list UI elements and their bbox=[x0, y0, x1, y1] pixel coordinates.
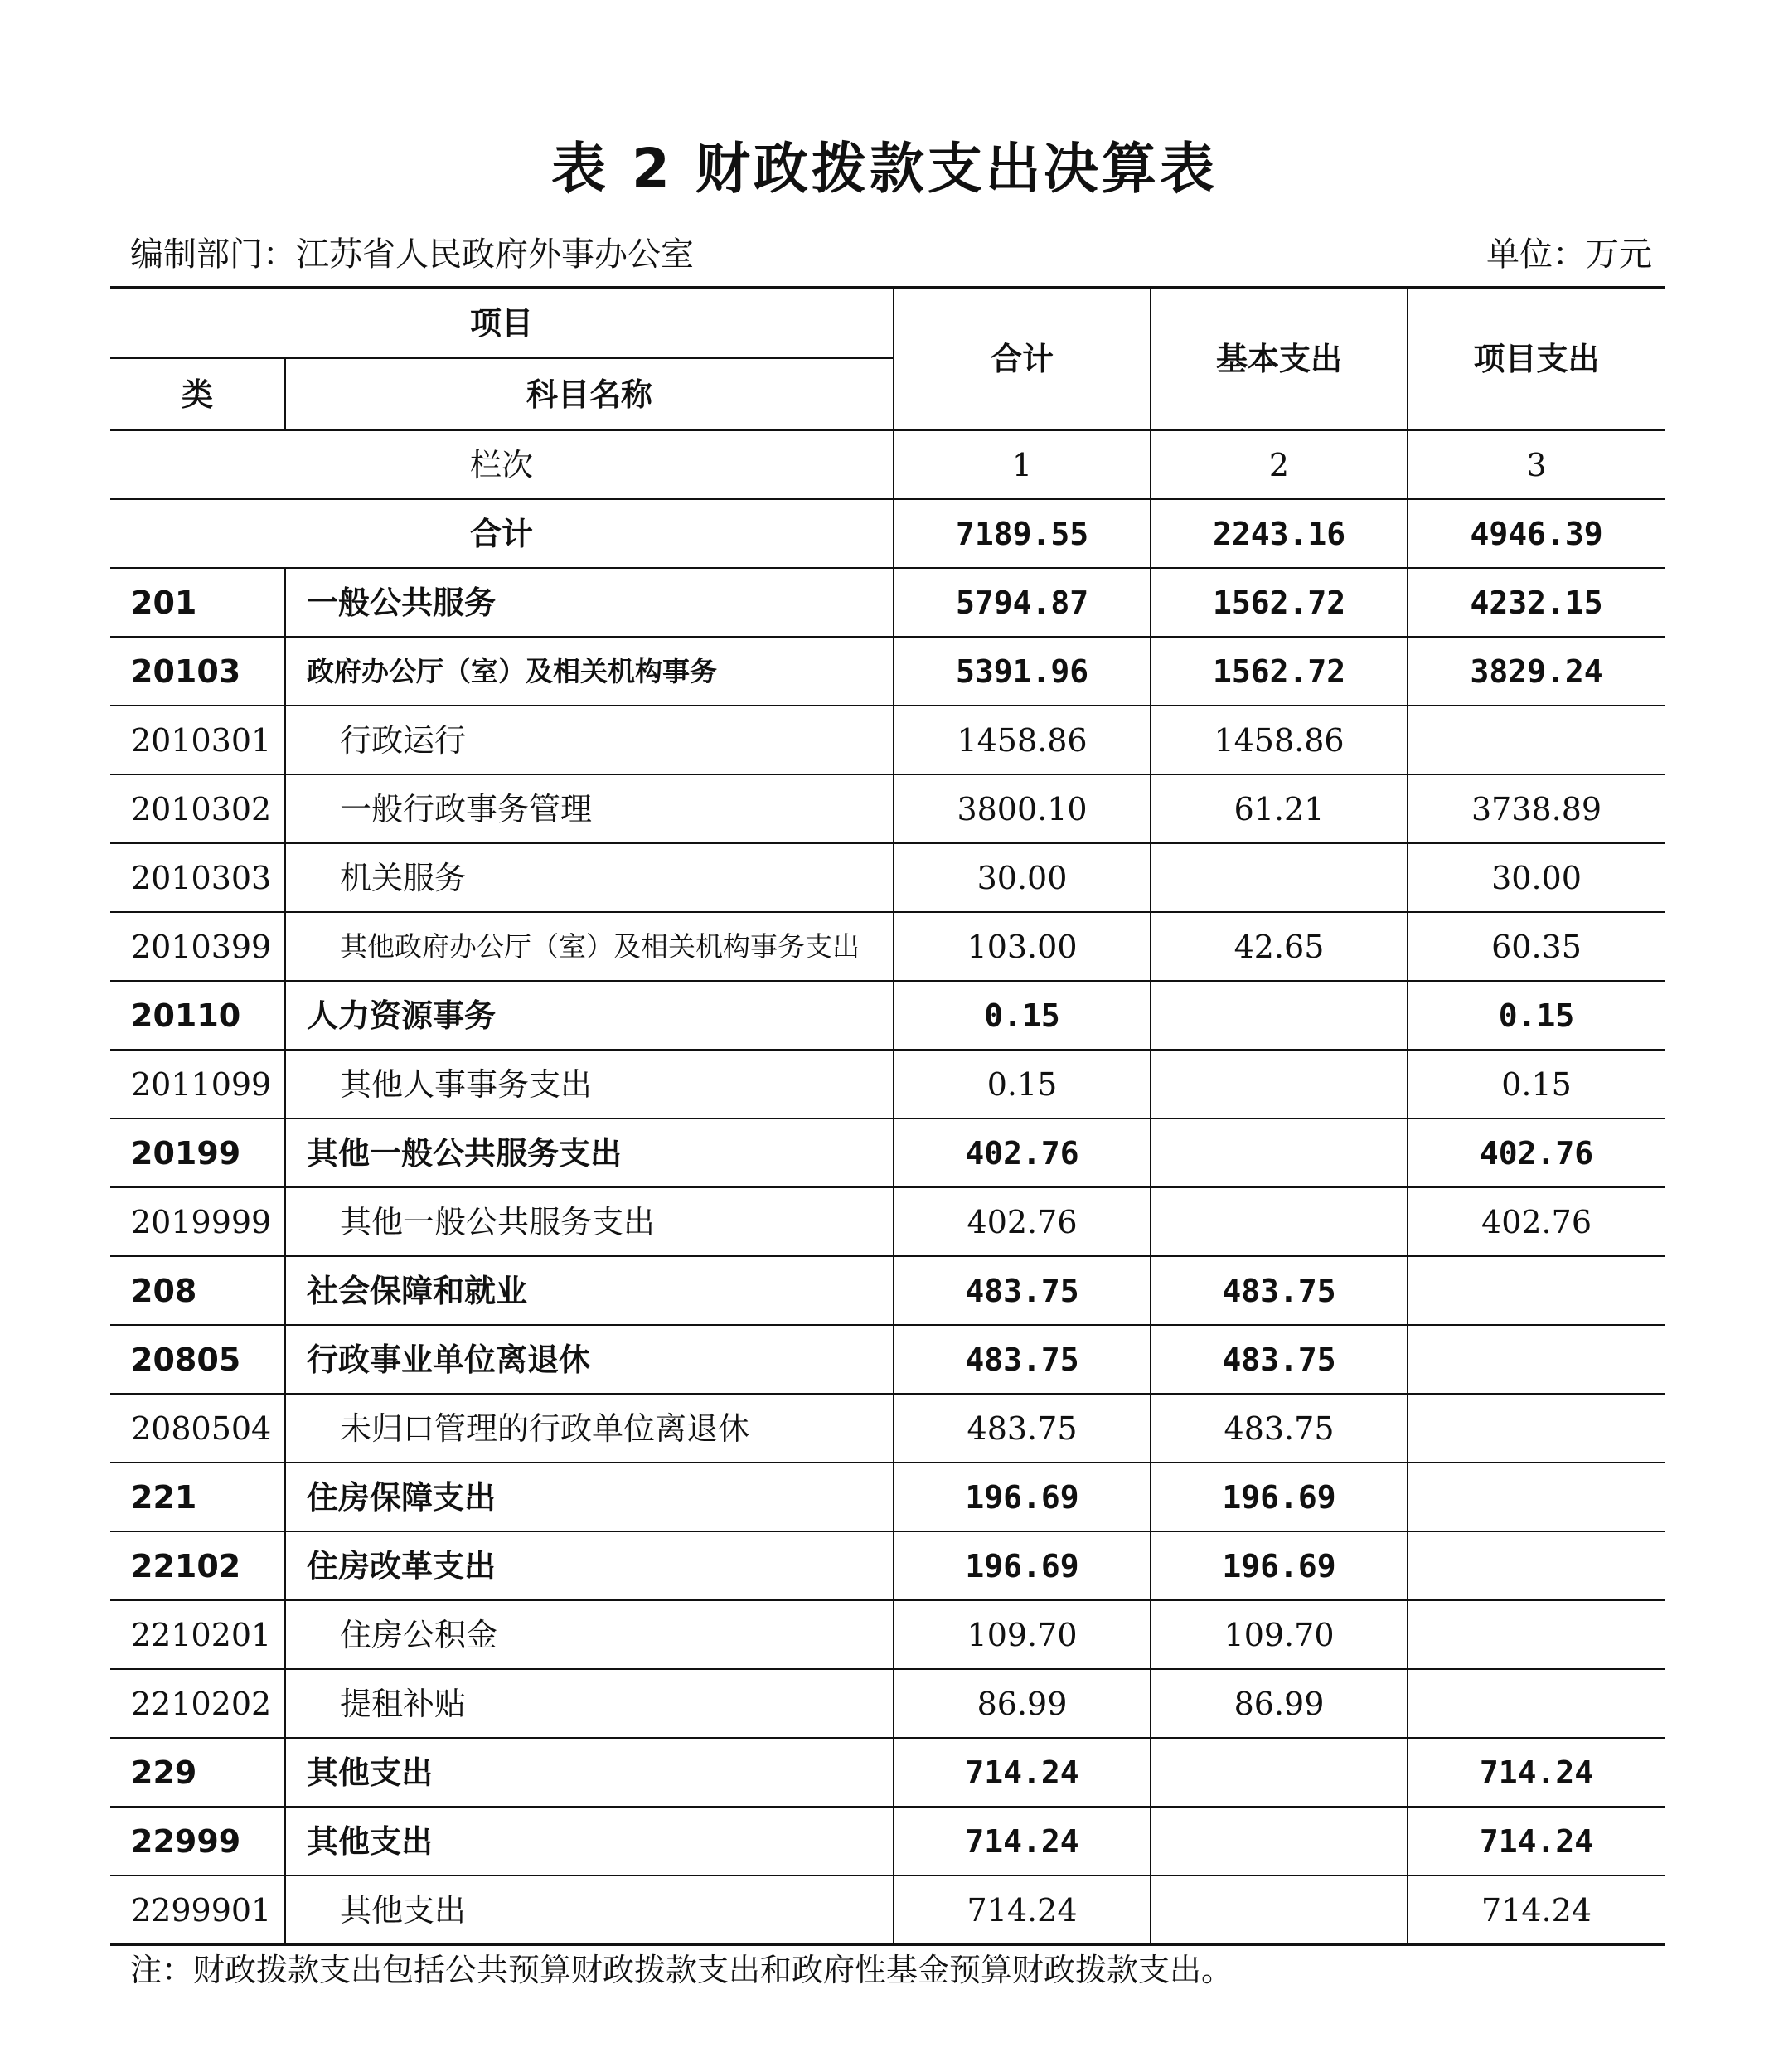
table-row bbox=[110, 1875, 1665, 1945]
row-project: 3738.89 bbox=[1408, 774, 1665, 843]
table-row bbox=[110, 1325, 1665, 1394]
row-basic bbox=[1151, 1807, 1408, 1875]
unit-label: 单位：万元 bbox=[1486, 235, 1652, 274]
row-subject-name: 其他支出 bbox=[285, 1807, 894, 1875]
row-total: 483.75 bbox=[894, 1394, 1151, 1463]
header-total: 合计 bbox=[894, 288, 1151, 431]
header-row-1 bbox=[110, 288, 1665, 359]
table-row bbox=[110, 1807, 1665, 1875]
row-basic: 1458.86 bbox=[1151, 706, 1408, 774]
table-row bbox=[110, 1050, 1665, 1118]
row-total: 196.69 bbox=[894, 1531, 1151, 1600]
row-total: 5391.96 bbox=[894, 637, 1151, 706]
row-code: 2210202 bbox=[110, 1669, 285, 1738]
grand-total-row bbox=[110, 499, 1665, 568]
table-row bbox=[110, 912, 1665, 981]
expenditure-table bbox=[110, 286, 1665, 1946]
row-total: 0.15 bbox=[894, 1050, 1151, 1118]
row-project bbox=[1408, 1531, 1665, 1600]
row-subject-name: 其他政府办公厅（室）及相关机构事务支出 bbox=[285, 912, 894, 981]
row-code: 2299901 bbox=[110, 1875, 285, 1945]
table-row bbox=[110, 1256, 1665, 1325]
row-total: 714.24 bbox=[894, 1738, 1151, 1807]
row-code: 2010303 bbox=[110, 843, 285, 912]
row-code: 2010302 bbox=[110, 774, 285, 843]
header-category: 类 bbox=[110, 358, 285, 430]
row-subject-name: 一般公共服务 bbox=[285, 568, 894, 637]
row-code: 229 bbox=[110, 1738, 285, 1807]
row-project: 714.24 bbox=[1408, 1738, 1665, 1807]
table-row bbox=[110, 706, 1665, 774]
page-title: 表 2 财政拨款支出决算表 bbox=[551, 137, 1218, 201]
seq-label: 栏次 bbox=[110, 430, 894, 499]
row-project bbox=[1408, 1463, 1665, 1531]
row-basic: 42.65 bbox=[1151, 912, 1408, 981]
table-row bbox=[110, 843, 1665, 912]
row-code: 20199 bbox=[110, 1118, 285, 1187]
row-subject-name: 行政事业单位离退休 bbox=[285, 1325, 894, 1394]
row-subject-name: 行政运行 bbox=[285, 706, 894, 774]
row-subject-name: 其他一般公共服务支出 bbox=[285, 1118, 894, 1187]
row-project: 402.76 bbox=[1408, 1187, 1665, 1256]
row-code: 2019999 bbox=[110, 1187, 285, 1256]
row-project: 0.15 bbox=[1408, 981, 1665, 1050]
row-total: 109.70 bbox=[894, 1600, 1151, 1669]
table-row bbox=[110, 1531, 1665, 1600]
row-code: 22999 bbox=[110, 1807, 285, 1875]
row-project: 4232.15 bbox=[1408, 568, 1665, 637]
row-basic: 483.75 bbox=[1151, 1325, 1408, 1394]
row-code: 2010399 bbox=[110, 912, 285, 981]
row-project: 714.24 bbox=[1408, 1875, 1665, 1945]
row-code: 201 bbox=[110, 568, 285, 637]
row-subject-name: 社会保障和就业 bbox=[285, 1256, 894, 1325]
row-project: 60.35 bbox=[1408, 912, 1665, 981]
row-project: 0.15 bbox=[1408, 1050, 1665, 1118]
row-subject-name: 其他支出 bbox=[285, 1875, 894, 1945]
grand-total-basic: 2243.16 bbox=[1151, 499, 1408, 568]
table-row bbox=[110, 568, 1665, 637]
table-row bbox=[110, 637, 1665, 706]
table-row bbox=[110, 1118, 1665, 1187]
row-subject-name: 政府办公厅（室）及相关机构事务 bbox=[285, 637, 894, 706]
header-basic: 基本支出 bbox=[1151, 288, 1408, 431]
row-subject-name: 人力资源事务 bbox=[285, 981, 894, 1050]
row-code: 221 bbox=[110, 1463, 285, 1531]
row-basic bbox=[1151, 1738, 1408, 1807]
row-subject-name: 住房公积金 bbox=[285, 1600, 894, 1669]
row-project bbox=[1408, 1669, 1665, 1738]
row-code: 22102 bbox=[110, 1531, 285, 1600]
row-basic bbox=[1151, 981, 1408, 1050]
header-project: 项目支出 bbox=[1408, 288, 1665, 431]
row-code: 20110 bbox=[110, 981, 285, 1050]
row-total: 3800.10 bbox=[894, 774, 1151, 843]
row-basic: 196.69 bbox=[1151, 1531, 1408, 1600]
row-project bbox=[1408, 1600, 1665, 1669]
table-row bbox=[110, 1738, 1665, 1807]
row-subject-name: 住房改革支出 bbox=[285, 1531, 894, 1600]
row-code: 2080504 bbox=[110, 1394, 285, 1463]
row-subject-name: 其他人事事务支出 bbox=[285, 1050, 894, 1118]
compiling-department: 编制部门：江苏省人民政府外事办公室 bbox=[130, 235, 694, 274]
row-basic: 1562.72 bbox=[1151, 637, 1408, 706]
table-row bbox=[110, 1600, 1665, 1669]
row-total: 483.75 bbox=[894, 1256, 1151, 1325]
row-project bbox=[1408, 1394, 1665, 1463]
row-code: 2010301 bbox=[110, 706, 285, 774]
grand-total-label: 合计 bbox=[110, 499, 894, 568]
row-subject-name: 住房保障支出 bbox=[285, 1463, 894, 1531]
row-project bbox=[1408, 706, 1665, 774]
table-row bbox=[110, 981, 1665, 1050]
row-project bbox=[1408, 1325, 1665, 1394]
row-basic bbox=[1151, 1187, 1408, 1256]
row-total: 103.00 bbox=[894, 912, 1151, 981]
seq-3: 3 bbox=[1408, 430, 1665, 499]
row-subject-name: 提租补贴 bbox=[285, 1669, 894, 1738]
grand-total-project: 4946.39 bbox=[1408, 499, 1665, 568]
row-basic: 1562.72 bbox=[1151, 568, 1408, 637]
row-total: 86.99 bbox=[894, 1669, 1151, 1738]
footnote: 注：财政拨款支出包括公共预算财政拨款支出和政府性基金预算财政拨款支出。 bbox=[130, 1952, 1233, 1988]
row-subject-name: 其他支出 bbox=[285, 1738, 894, 1807]
table-row bbox=[110, 1187, 1665, 1256]
row-basic: 86.99 bbox=[1151, 1669, 1408, 1738]
row-basic bbox=[1151, 843, 1408, 912]
row-code: 20103 bbox=[110, 637, 285, 706]
seq-1: 1 bbox=[894, 430, 1151, 499]
seq-2: 2 bbox=[1151, 430, 1408, 499]
seq-row bbox=[110, 430, 1665, 499]
row-basic bbox=[1151, 1118, 1408, 1187]
row-code: 20805 bbox=[110, 1325, 285, 1394]
row-subject-name: 未归口管理的行政单位离退休 bbox=[285, 1394, 894, 1463]
row-basic: 196.69 bbox=[1151, 1463, 1408, 1531]
row-total: 714.24 bbox=[894, 1875, 1151, 1945]
table-row bbox=[110, 1669, 1665, 1738]
row-project: 30.00 bbox=[1408, 843, 1665, 912]
row-subject-name: 其他一般公共服务支出 bbox=[285, 1187, 894, 1256]
row-total: 0.15 bbox=[894, 981, 1151, 1050]
row-basic: 109.70 bbox=[1151, 1600, 1408, 1669]
row-total: 402.76 bbox=[894, 1187, 1151, 1256]
row-subject-name: 机关服务 bbox=[285, 843, 894, 912]
row-basic: 483.75 bbox=[1151, 1394, 1408, 1463]
row-total: 5794.87 bbox=[894, 568, 1151, 637]
row-total: 30.00 bbox=[894, 843, 1151, 912]
row-basic bbox=[1151, 1050, 1408, 1118]
row-basic bbox=[1151, 1875, 1408, 1945]
row-total: 1458.86 bbox=[894, 706, 1151, 774]
row-project: 402.76 bbox=[1408, 1118, 1665, 1187]
table-row bbox=[110, 1463, 1665, 1531]
table-row bbox=[110, 1394, 1665, 1463]
row-code: 2210201 bbox=[110, 1600, 285, 1669]
row-total: 196.69 bbox=[894, 1463, 1151, 1531]
row-basic: 483.75 bbox=[1151, 1256, 1408, 1325]
row-basic: 61.21 bbox=[1151, 774, 1408, 843]
row-total: 714.24 bbox=[894, 1807, 1151, 1875]
row-code: 208 bbox=[110, 1256, 285, 1325]
row-project: 3829.24 bbox=[1408, 637, 1665, 706]
row-total: 483.75 bbox=[894, 1325, 1151, 1394]
row-project: 714.24 bbox=[1408, 1807, 1665, 1875]
row-subject-name: 一般行政事务管理 bbox=[285, 774, 894, 843]
header-item: 项目 bbox=[110, 288, 894, 359]
row-project bbox=[1408, 1256, 1665, 1325]
header-subject-name: 科目名称 bbox=[285, 358, 894, 430]
row-code: 2011099 bbox=[110, 1050, 285, 1118]
table-row bbox=[110, 774, 1665, 843]
row-total: 402.76 bbox=[894, 1118, 1151, 1187]
grand-total-total: 7189.55 bbox=[894, 499, 1151, 568]
